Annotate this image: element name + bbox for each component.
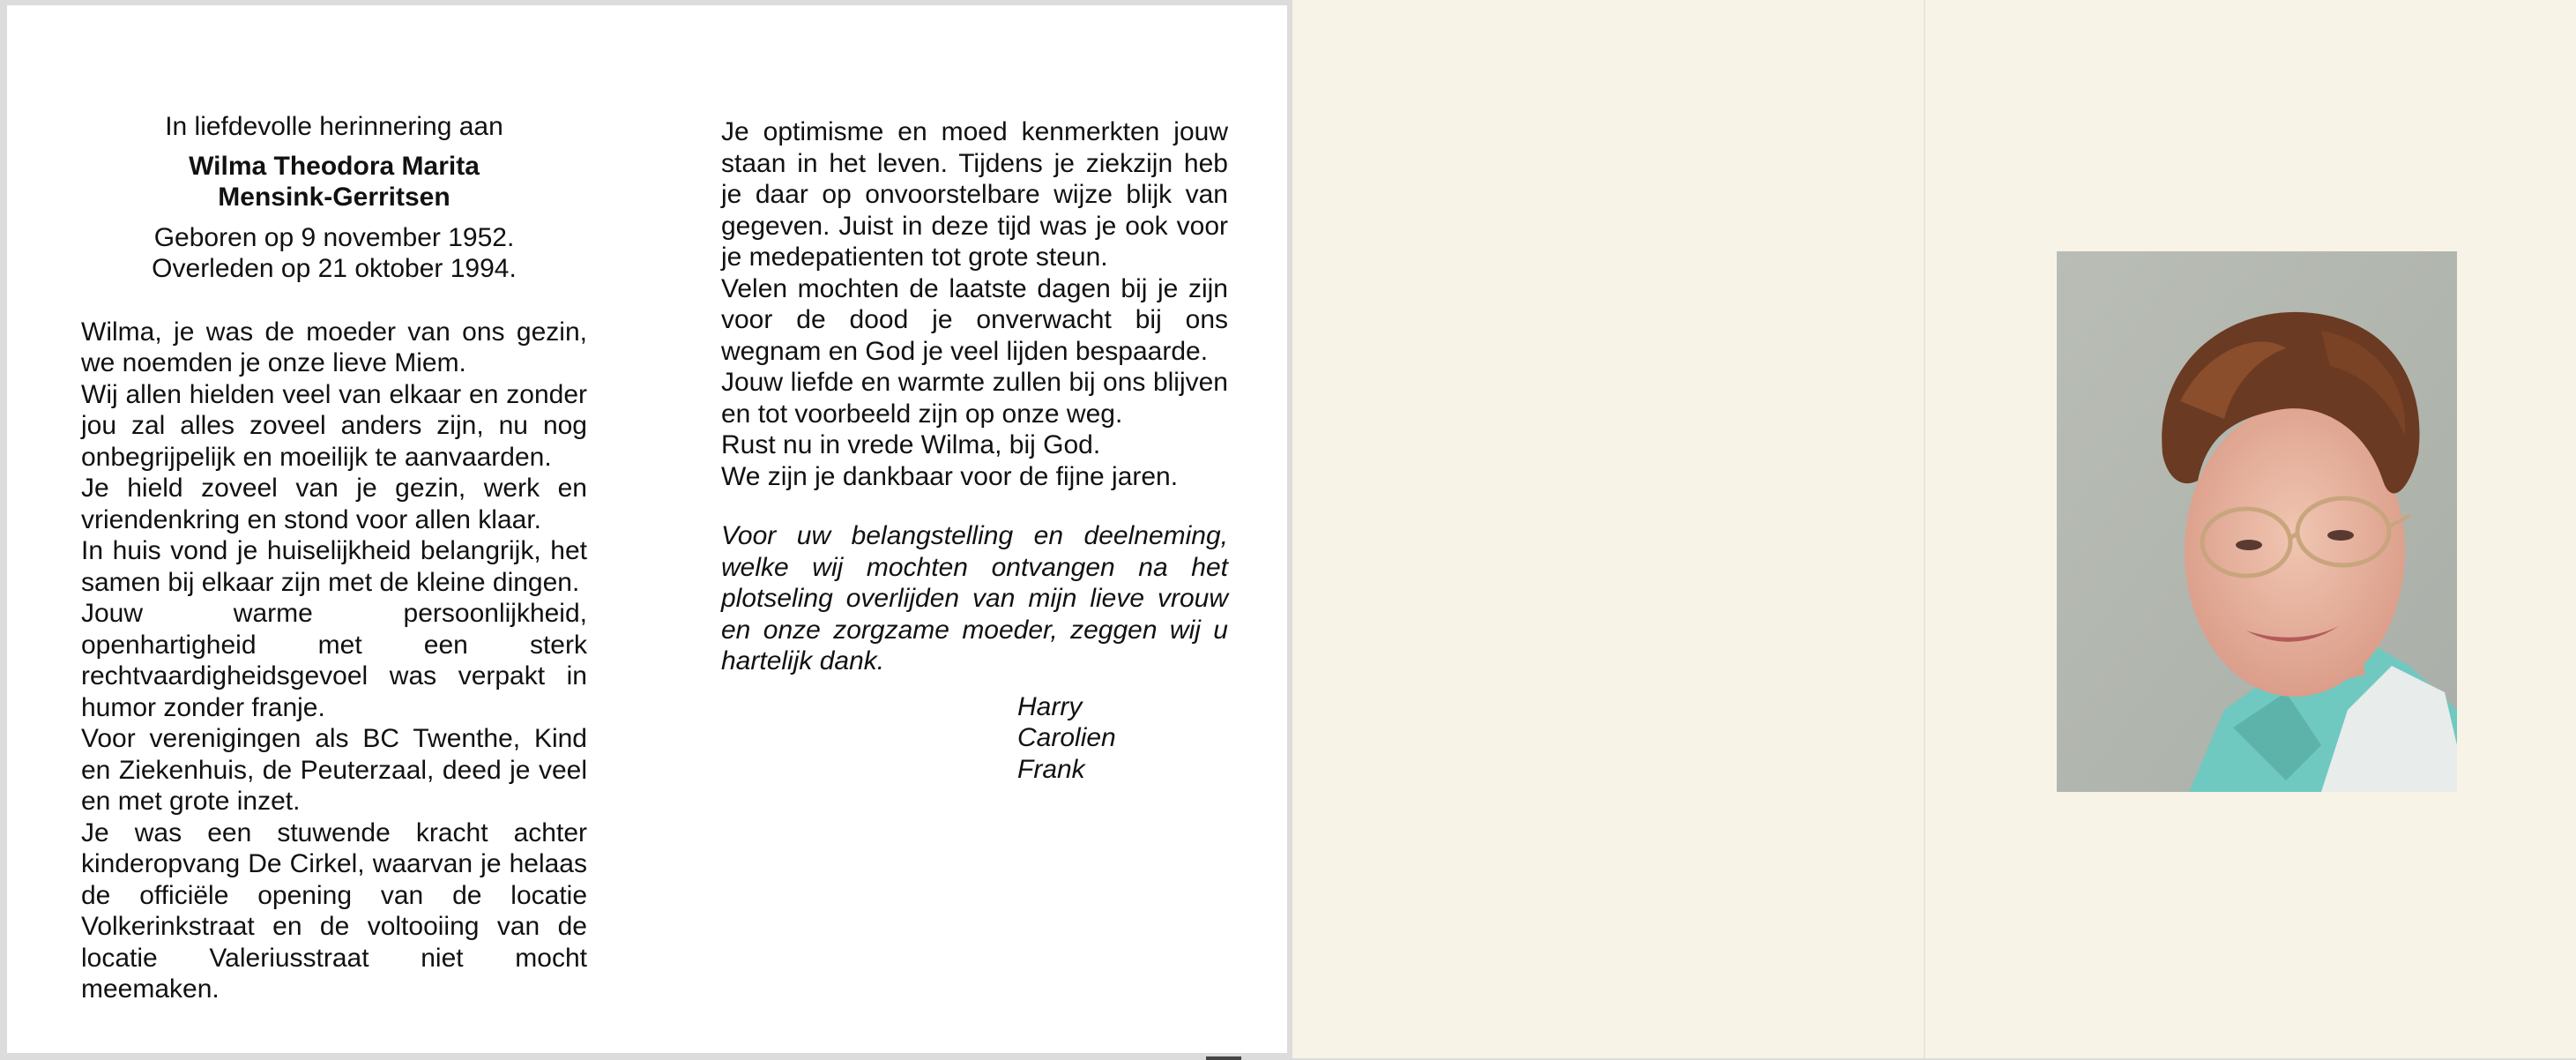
deceased-surname: Mensink-Gerritsen	[218, 183, 450, 212]
signature-harry: Harry	[1017, 691, 1083, 721]
paragraph-5: Jouw warme persoonlijkheid, openhartigheid met een sterk rechtvaardigheidsgevoel was verpakt in humor zonder franje.	[81, 599, 587, 722]
portrait-photo	[2057, 251, 2457, 792]
thanks-message: Voor uw belangstelling en deelneming, welke wij mochten ontvangen na het plotseling overlijden van mijn lieve vrouw en onze zorgzame moeder, zeggen wij u hartelijk dank.	[721, 521, 1228, 676]
paragraph-6: Voor verenigingen als BC Twenthe, Kind en Ziekenhuis, de Peuterzaal, deed je veel en met grote inzet.	[81, 724, 587, 816]
card-fold-line	[1924, 0, 1925, 1058]
scan-artifact	[1206, 1056, 1241, 1060]
signature-frank: Frank	[1017, 754, 1085, 784]
paragraph-12: We zijn je dankbaar voor de fijne jaren.	[721, 461, 1179, 491]
paragraph-11: Rust nu in vrede Wilma, bij God.	[721, 430, 1101, 459]
paragraph-4: In huis vond je huiselijkheid belangrijk, het samen bij elkaar zijn met de kleine dingen.	[81, 536, 587, 597]
paragraph-10: Jouw liefde en warmte zullen bij ons blijven en tot voorbeeld zijn op onze weg.	[721, 368, 1228, 429]
paragraph-2: Wij allen hielden veel van elkaar en zonder jou zal alles zoveel anders zijn, nu nog onbegrijpelijk en moeilijk te aanvaarden.	[81, 379, 587, 472]
deceased-given-names: Wilma Theodora Marita	[189, 151, 480, 181]
birth-date: Geboren op 9 november 1952.	[153, 222, 515, 252]
text-column-right	[721, 116, 1228, 785]
signature-carolien: Carolien	[1017, 723, 1116, 752]
death-date: Overleden op 21 oktober 1994.	[152, 254, 517, 283]
paragraph-8: Je optimisme en moed kenmerkten jouw staan in het leven. Tijdens je ziekzijn heb je daar op onvoorstelbare wijze blijk van gegeven. Juist in deze tijd was je ook voor je medepatienten tot grote steun.	[721, 117, 1228, 272]
deceased-name	[81, 151, 587, 213]
paragraph-7: Je was een stuwende kracht achter kinderopvang De Cirkel, waarvan je helaas de officiële opening van de locatie Volkerinkstraat en de voltooiing van de locatie Valeriusstraat niet mocht meemaken.	[81, 817, 587, 1004]
paragraph-3: Je hield zoveel van je gezin, werk en vriendenkring en stond voor allen klaar.	[81, 474, 587, 534]
paragraph-1: Wilma, je was de moeder van ons gezin, we noemden je onze lieve Miem.	[81, 317, 587, 377]
card-text-page	[7, 5, 1287, 1053]
portrait-illustration	[2057, 251, 2457, 792]
paragraph-9: Velen mochten de laatste dagen bij je zijn voor de dood je onverwacht bij ons wegnam en God je veel lijden bespaarde.	[721, 273, 1228, 366]
text-column-left	[81, 111, 587, 1005]
memorial-heading: In liefdevolle herinnering aan	[165, 112, 503, 141]
